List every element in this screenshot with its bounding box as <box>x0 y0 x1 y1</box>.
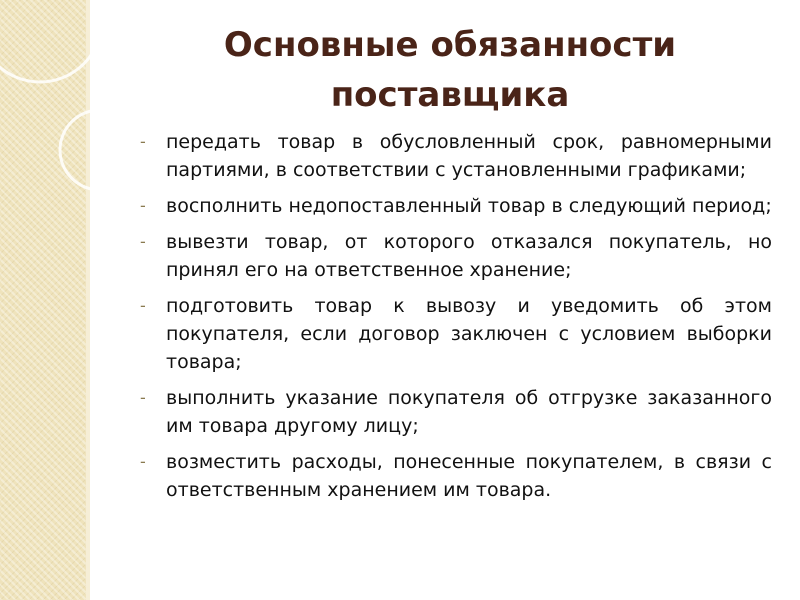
list-item-text: вывезти товар, от которого отказался покупатель, но принял его на ответственное хранение; <box>166 231 772 281</box>
list-item <box>140 384 772 440</box>
list-item-text: выполнить указание покупателя об отгрузке заказанного им товара другому лицу; <box>166 387 772 437</box>
list-item <box>140 192 772 220</box>
bullet-dash: - <box>140 452 146 471</box>
bullet-dash: - <box>140 232 146 251</box>
list-item-text: передать товар в обусловленный срок, равномерными партиями, в соответствии с установленными графиками; <box>166 131 772 181</box>
decorative-circles-icon <box>0 0 140 260</box>
bullet-dash: - <box>140 296 146 315</box>
list-item <box>140 228 772 284</box>
slide-title: Основные обязанности поставщика <box>223 25 677 115</box>
list-item <box>140 292 772 376</box>
list-item-text: возместить расходы, понесенные покупателем, в связи с ответственным хранением им товара. <box>166 451 772 501</box>
list-item-text: подготовить товар к вывозу и уведомить об этом покупателя, если договор заключен с условием выборки товара; <box>166 295 772 373</box>
bullet-dash: - <box>140 388 146 407</box>
obligations-list <box>140 128 772 512</box>
list-item <box>140 128 772 184</box>
bullet-dash: - <box>140 196 146 215</box>
list-item-text: восполнить недопоставленный товар в следующий период; <box>166 195 772 217</box>
bullet-dash: - <box>140 132 146 151</box>
list-item <box>140 448 772 504</box>
